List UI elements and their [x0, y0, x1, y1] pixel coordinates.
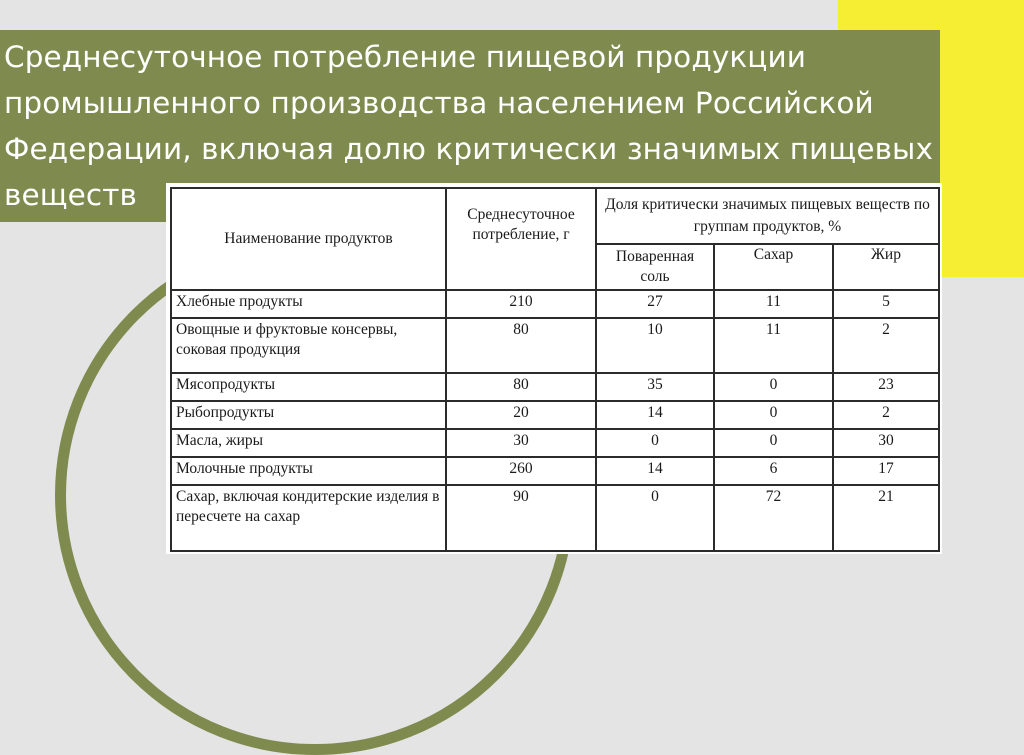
row-sugar: 11	[714, 318, 833, 373]
header-sugar: Сахар	[714, 244, 833, 290]
row-salt: 14	[596, 401, 714, 429]
header-salt: Поваренная соль	[596, 244, 714, 290]
table-row	[171, 318, 939, 373]
row-daily: 80	[446, 373, 596, 401]
row-salt: 0	[596, 429, 714, 457]
table-row	[171, 290, 939, 318]
slide-title: Среднесуточное потребление пищевой продукции промышленного производства населением Российской Федерации, включая долю критически значимых пищевых веществ	[4, 40, 934, 212]
table-row	[171, 485, 939, 551]
header-share-group: Доля критически значимых пищевых веществ по группам продуктов, %	[596, 188, 939, 244]
row-sugar: 0	[714, 373, 833, 401]
row-name: Хлебные продукты	[171, 290, 446, 318]
header-row-1	[171, 188, 939, 244]
row-sugar: 6	[714, 457, 833, 485]
header-daily: Среднесуточное потребление, г	[446, 188, 596, 290]
table-row	[171, 429, 939, 457]
row-name: Рыбопродукты	[171, 401, 446, 429]
row-daily: 210	[446, 290, 596, 318]
row-name: Мясопродукты	[171, 373, 446, 401]
header-product: Наименование продуктов	[171, 188, 446, 290]
row-name: Молочные продукты	[171, 457, 446, 485]
table-card	[166, 183, 942, 554]
row-fat: 2	[833, 318, 939, 373]
table-row	[171, 401, 939, 429]
consumption-table	[170, 187, 940, 552]
row-fat: 2	[833, 401, 939, 429]
row-daily: 260	[446, 457, 596, 485]
row-name: Овощные и фруктовые консервы, соковая продукция	[171, 318, 446, 373]
row-fat: 5	[833, 290, 939, 318]
header-fat: Жир	[833, 244, 939, 290]
row-daily: 90	[446, 485, 596, 551]
row-sugar: 0	[714, 401, 833, 429]
row-fat: 21	[833, 485, 939, 551]
row-sugar: 72	[714, 485, 833, 551]
row-daily: 80	[446, 318, 596, 373]
row-salt: 14	[596, 457, 714, 485]
row-name: Сахар, включая кондитерские изделия в пересчете на сахар	[171, 485, 446, 551]
table-row	[171, 373, 939, 401]
row-salt: 0	[596, 485, 714, 551]
table-row	[171, 457, 939, 485]
row-fat: 23	[833, 373, 939, 401]
row-name: Масла, жиры	[171, 429, 446, 457]
row-salt: 10	[596, 318, 714, 373]
row-fat: 17	[833, 457, 939, 485]
row-daily: 20	[446, 401, 596, 429]
row-sugar: 0	[714, 429, 833, 457]
row-salt: 35	[596, 373, 714, 401]
row-fat: 30	[833, 429, 939, 457]
row-daily: 30	[446, 429, 596, 457]
row-sugar: 11	[714, 290, 833, 318]
row-salt: 27	[596, 290, 714, 318]
